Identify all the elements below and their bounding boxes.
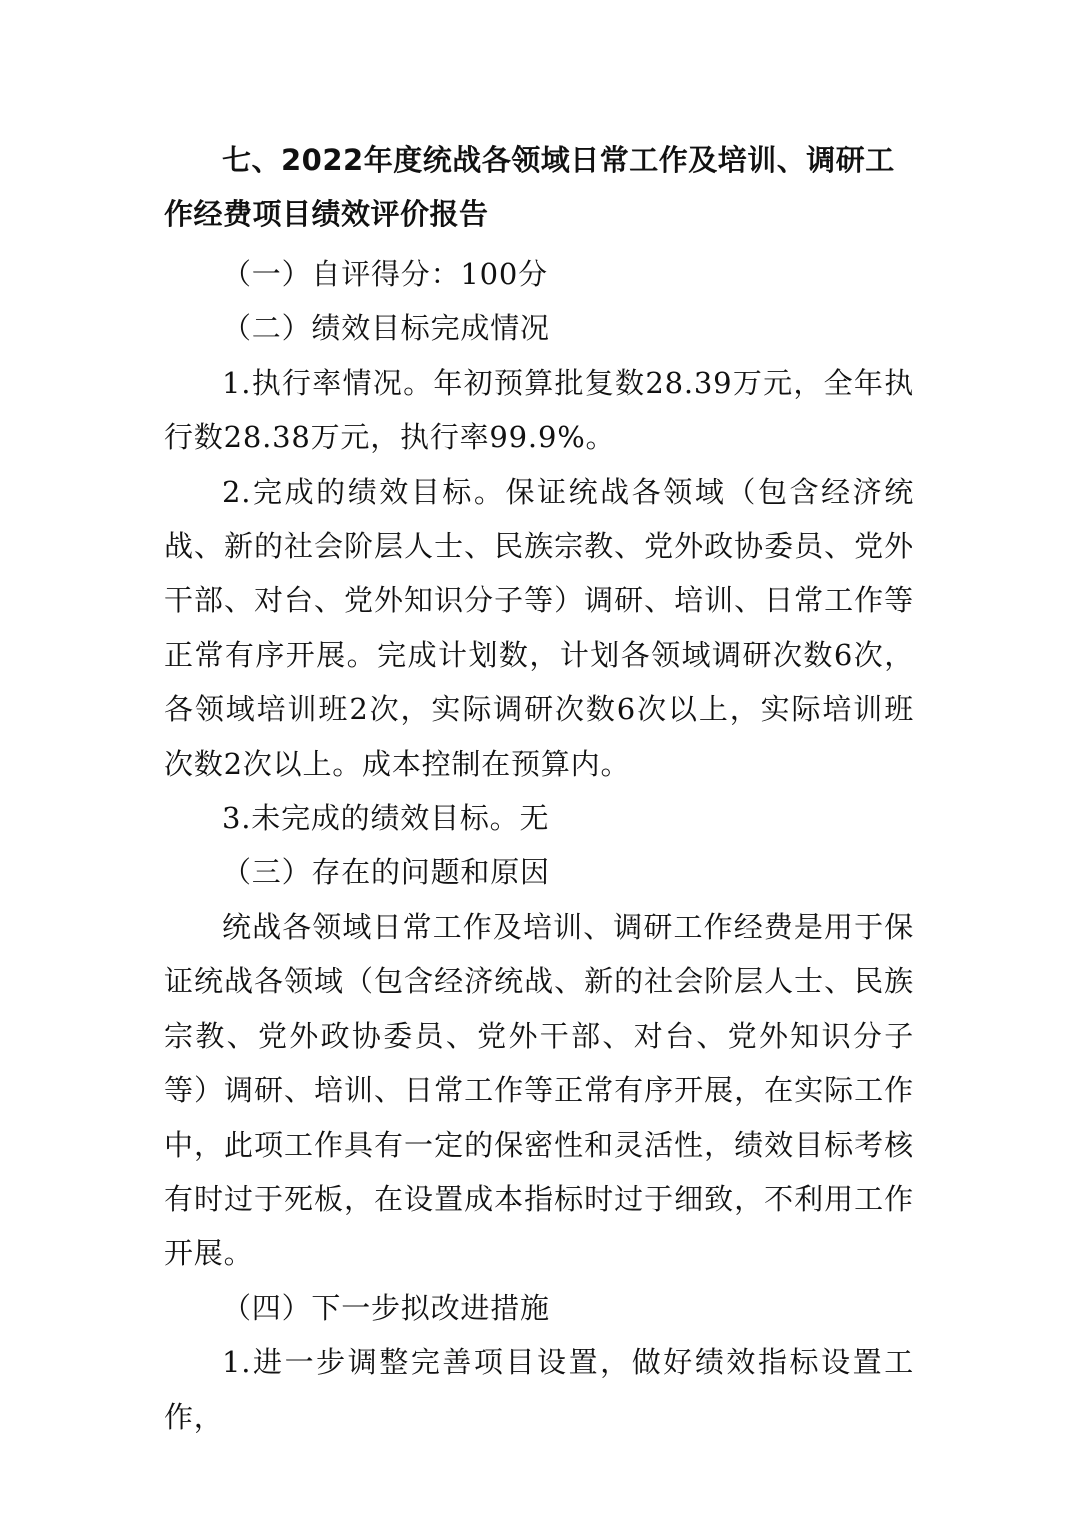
goal-completion-heading: （二）绩效目标完成情况 — [222, 311, 550, 346]
improvement-item-1: 1.进一步调整完善项目设置，做好绩效指标设置工作， — [164, 1345, 914, 1434]
execution-rate-paragraph: 1.执行率情况。年初预算批复数28.39万元，全年执行数28.38万元，执行率99.9%。 — [164, 365, 914, 455]
problems-paragraph: 统战各领域日常工作及培训、调研工作经费是用于保证统战各领域（包含经济统战、新的社会阶层人士、民族宗教、党外政协委员、党外干部、对台、党外知识分子等）调研、培训、日常工作等正常有序开展，在实际工作中，此项工作具有一定的保密性和灵活性，绩效目标考核有时过于死板，在设置成本指标时过于细致，不利用工作开展。 — [164, 909, 914, 1271]
completed-goals-paragraph: 2.完成的绩效目标。保证统战各领域（包含经济统战、新的社会阶层人士、民族宗教、党外政协委员、党外干部、对台、党外知识分子等）调研、培训、日常工作等正常有序开展。完成计划数，计划各领域调研次数6次，各领域培训班2次，实际调研次数6次以上，实际培训班次数2次以上。成本控制在预算内。 — [164, 474, 914, 781]
self-score-heading: （一）自评得分：100分 — [222, 257, 548, 291]
problems-heading: （三）存在的问题和原因 — [222, 855, 550, 890]
improvements-heading: （四）下一步拟改进措施 — [222, 1290, 550, 1325]
document-body — [164, 133, 914, 1444]
uncompleted-goals-paragraph: 3.未完成的绩效目标。无 — [222, 801, 550, 836]
report-title: 七、2022年度统战各领域日常工作及培训、调研工作经费项目绩效评价报告 — [164, 143, 895, 231]
